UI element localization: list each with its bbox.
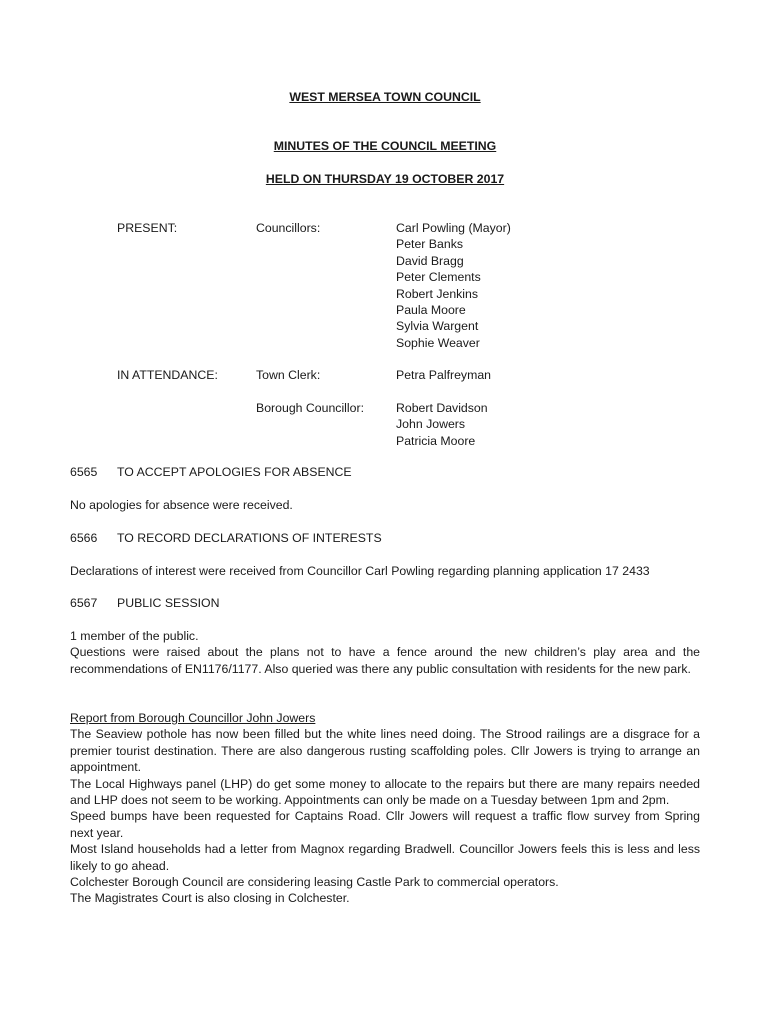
item-title-public-session: PUBLIC SESSION [117, 596, 220, 610]
report-heading: Report from Borough Councillor John Jowers [70, 711, 316, 725]
borough-councillor-names [396, 400, 488, 449]
item-title-declarations: TO RECORD DECLARATIONS OF INTERESTS [117, 531, 382, 545]
councillor-name: Peter Banks [396, 237, 463, 252]
councillor-names [396, 220, 511, 351]
town-clerk-label: Town Clerk: [256, 368, 321, 382]
councillors-label: Councillors: [256, 221, 321, 235]
present-label: PRESENT: [117, 221, 178, 235]
in-attendance-label: IN ATTENDANCE: [117, 368, 218, 382]
report-paragraph: The Seaview pothole has now been filled but the white lines need doing. The Strood railings are a disgrace for a premier tourist destination. There are also dangerous rusting scaffolding poles. Cllr Jowers is trying to arrange an appointment. [70, 727, 700, 775]
councillor-name: Paula Moore [396, 302, 466, 317]
minutes-title: MINUTES OF THE COUNCIL MEETING [273, 139, 497, 153]
borough-councillor-label: Borough Councillor: [256, 401, 365, 415]
councillor-name: Peter Clements [396, 270, 481, 285]
declarations-text: Declarations of interest were received from Councillor Carl Powling regarding planning application 17 2433 [70, 564, 650, 578]
borough-report [70, 710, 700, 907]
borough-councillor-name: John Jowers [396, 417, 466, 432]
council-title: WEST MERSEA TOWN COUNCIL [289, 90, 481, 104]
item-number-declarations: 6566 [70, 531, 98, 545]
town-clerk-name: Petra Palfreyman [396, 368, 492, 382]
report-paragraph: Speed bumps have been requested for Captains Road. Cllr Jowers will request a traffic flow survey from Spring next year. [70, 809, 700, 840]
councillor-name: Robert Jenkins [396, 286, 479, 301]
councillor-name: Carl Powling (Mayor) [396, 221, 511, 235]
public-members-text: 1 member of the public. [70, 629, 199, 643]
apologies-text: No apologies for absence were received. [70, 498, 293, 512]
report-paragraph: Most Island households had a letter from Magnox regarding Bradwell. Councillor Jowers feels this is less and less likely to go ahead. [70, 842, 700, 873]
item-number-apologies: 6565 [70, 465, 98, 479]
borough-councillor-name: Robert Davidson [396, 401, 488, 415]
report-paragraph: The Magistrates Court is also closing in Colchester. [70, 891, 350, 906]
councillor-name: Sylvia Wargent [396, 319, 479, 334]
councillor-name: Sophie Weaver [396, 335, 480, 350]
report-paragraph: The Local Highways panel (LHP) do get some money to allocate to the repairs but there are many repairs needed and LHP does not seem to be working. Appointments can only be made on a Tuesday between 1pm and 2pm. [70, 776, 700, 808]
councillor-name: David Bragg [396, 253, 464, 268]
item-title-apologies: TO ACCEPT APOLOGIES FOR ABSENCE [117, 465, 352, 479]
meeting-date-title: HELD ON THURSDAY 19 OCTOBER 2017 [265, 172, 505, 186]
report-paragraph: Colchester Borough Council are considering leasing Castle Park to commercial operators. [70, 875, 559, 890]
item-number-public-session: 6567 [70, 596, 98, 610]
borough-councillor-name: Patricia Moore [396, 433, 476, 448]
public-questions-text: Questions were raised about the plans not to have a fence around the new children’s play area and the recommendations of EN1176/1177. Also queried was there any public consultation with residents for the new park. [70, 645, 700, 676]
public-session-body [70, 628, 700, 677]
